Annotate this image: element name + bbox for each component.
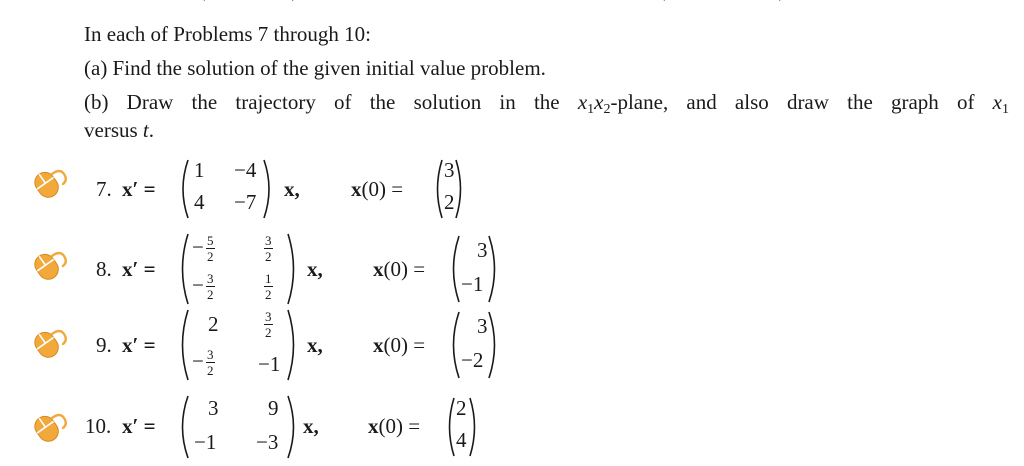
coefficient-matrix: [176, 232, 302, 306]
fraction-three-halves: 3 2: [265, 309, 272, 340]
vector-x: x,: [303, 414, 319, 438]
initial-vector: [444, 396, 480, 458]
vector-cell: 2: [456, 396, 467, 420]
intro-part-a: (a) Find the solution of the given initial value problem.: [84, 56, 546, 80]
right-paren: [454, 158, 466, 220]
left-paren: [176, 308, 190, 382]
lhs-derivative: x′ =: [122, 333, 156, 357]
fraction-five-halves: 5 2: [207, 233, 214, 264]
initial-condition-label: x(0) =: [368, 414, 421, 438]
right-paren: [286, 394, 300, 460]
intro-part-b: (b) Draw the trajectory of the solution in the $x_1x_2$-plane, and also draw the graph of $x_1$: [84, 90, 1009, 117]
matrix-cell: 9: [268, 396, 279, 420]
initial-vector: [447, 234, 501, 304]
right-paren: [286, 232, 300, 306]
matrix-cell: 4: [194, 190, 205, 214]
vector-cell: 4: [456, 428, 467, 452]
vector-cell: 3: [477, 238, 488, 262]
initial-vector: [432, 158, 466, 220]
computer-mouse-icon: [30, 410, 72, 442]
matrix-cell: 3: [208, 396, 219, 420]
problem-number: 8.: [96, 257, 112, 281]
right-paren: [468, 396, 480, 458]
vector-cell: 3: [477, 314, 488, 338]
left-paren: [447, 310, 461, 380]
left-paren: [447, 234, 461, 304]
initial-condition-label: x(0) =: [373, 333, 426, 357]
vector-x: x,: [284, 177, 300, 201]
intro-part-b-continued: versus t.: [84, 118, 155, 142]
left-paren: [176, 394, 190, 460]
initial-condition-label: x(0) =: [351, 177, 404, 201]
matrix-cell: −4: [234, 158, 257, 182]
right-paren: [286, 308, 300, 382]
vector-x: x,: [307, 333, 323, 357]
left-paren: [176, 232, 190, 306]
computer-mouse-icon: [30, 166, 72, 198]
vector-x: x,: [307, 257, 323, 281]
problem-number: 10.: [85, 414, 112, 438]
matrix-cell: −7: [234, 190, 257, 214]
computer-mouse-icon: [30, 326, 72, 358]
fraction-three-halves: 3 2: [207, 271, 214, 302]
coefficient-matrix: [176, 394, 302, 460]
lhs-derivative: x′ =: [122, 177, 156, 201]
matrix-cell: −3: [256, 430, 279, 454]
lhs-derivative: x′ =: [122, 257, 156, 281]
vector-cell: 3: [444, 158, 455, 182]
initial-condition-label: x(0) =: [373, 257, 426, 281]
vector-cell: −1: [461, 272, 484, 296]
right-paren: [487, 310, 501, 380]
minus-sign: −: [192, 349, 204, 373]
fraction-three-halves: 3 2: [265, 233, 272, 264]
matrix-cell: 1: [194, 158, 205, 182]
matrix-cell: −1: [194, 430, 217, 454]
right-paren: [487, 234, 501, 304]
problem-number: 7.: [96, 177, 112, 201]
vector-cell: −2: [461, 348, 484, 372]
right-paren: [262, 158, 276, 220]
minus-sign: −: [192, 273, 204, 297]
fraction-three-halves: 3 2: [207, 347, 214, 378]
vector-cell: 2: [444, 190, 455, 214]
cropped-previous-content: [0, 0, 1024, 8]
coefficient-matrix: [176, 158, 276, 220]
matrix-cell: 2: [208, 312, 219, 336]
minus-sign: −: [192, 235, 204, 259]
left-paren: [176, 158, 190, 220]
problem-number: 9.: [96, 333, 112, 357]
computer-mouse-icon: [30, 248, 72, 280]
initial-vector: [447, 310, 501, 380]
left-paren: [444, 396, 456, 458]
coefficient-matrix: [176, 308, 302, 382]
matrix-cell: −1: [258, 352, 281, 376]
lhs-derivative: x′ =: [122, 414, 156, 438]
fraction-one-half: 1 2: [265, 271, 272, 302]
intro-heading: In each of Problems 7 through 10:: [84, 22, 371, 46]
left-paren: [432, 158, 444, 220]
